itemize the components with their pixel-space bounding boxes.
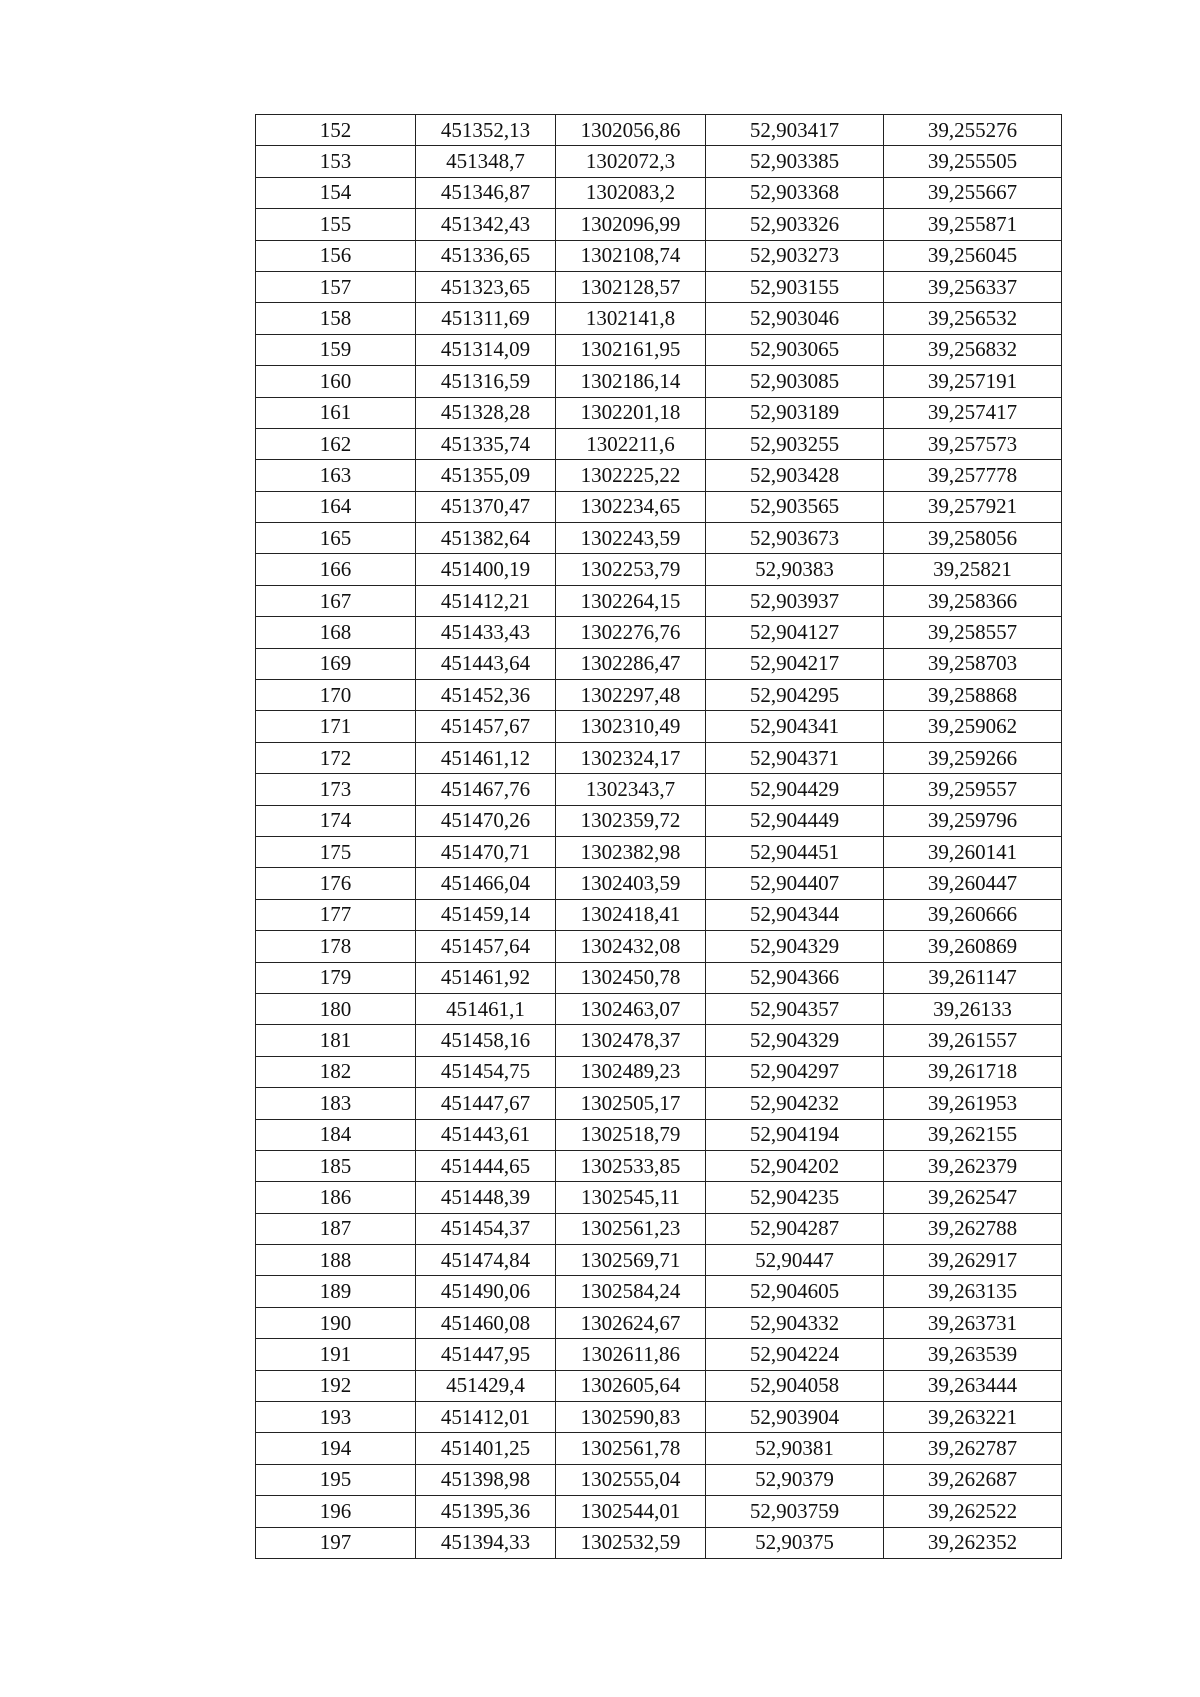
point-number-cell: 162 (256, 428, 416, 459)
table-row (256, 1182, 1062, 1213)
longitude-cell: 39,262155 (884, 1119, 1062, 1150)
latitude-cell: 52,904344 (706, 899, 884, 930)
point-number-cell: 190 (256, 1307, 416, 1338)
y-coordinate-cell: 1302561,23 (556, 1213, 706, 1244)
y-coordinate-cell: 1302324,17 (556, 742, 706, 773)
longitude-cell: 39,262547 (884, 1182, 1062, 1213)
table-row (256, 962, 1062, 993)
table-row (256, 1527, 1062, 1558)
y-coordinate-cell: 1302478,37 (556, 1025, 706, 1056)
table-row (256, 1496, 1062, 1527)
point-number-cell: 188 (256, 1245, 416, 1276)
longitude-cell: 39,25821 (884, 554, 1062, 585)
y-coordinate-cell: 1302234,65 (556, 491, 706, 522)
table-row (256, 836, 1062, 867)
table-row (256, 1307, 1062, 1338)
table-row (256, 428, 1062, 459)
point-number-cell: 183 (256, 1088, 416, 1119)
table-row (256, 931, 1062, 962)
point-number-cell: 157 (256, 271, 416, 302)
table-row (256, 805, 1062, 836)
y-coordinate-cell: 1302128,57 (556, 271, 706, 302)
longitude-cell: 39,261718 (884, 1056, 1062, 1087)
point-number-cell: 192 (256, 1370, 416, 1401)
latitude-cell: 52,903065 (706, 334, 884, 365)
latitude-cell: 52,90375 (706, 1527, 884, 1558)
table-row (256, 742, 1062, 773)
point-number-cell: 175 (256, 836, 416, 867)
x-coordinate-cell: 451443,61 (416, 1119, 556, 1150)
latitude-cell: 52,903255 (706, 428, 884, 459)
x-coordinate-cell: 451458,16 (416, 1025, 556, 1056)
latitude-cell: 52,904202 (706, 1150, 884, 1181)
longitude-cell: 39,257778 (884, 460, 1062, 491)
latitude-cell: 52,903759 (706, 1496, 884, 1527)
point-number-cell: 154 (256, 177, 416, 208)
table-row (256, 1276, 1062, 1307)
longitude-cell: 39,257191 (884, 366, 1062, 397)
longitude-cell: 39,262787 (884, 1433, 1062, 1464)
y-coordinate-cell: 1302505,17 (556, 1088, 706, 1119)
latitude-cell: 52,90379 (706, 1464, 884, 1495)
x-coordinate-cell: 451444,65 (416, 1150, 556, 1181)
table-row (256, 366, 1062, 397)
longitude-cell: 39,262788 (884, 1213, 1062, 1244)
y-coordinate-cell: 1302186,14 (556, 366, 706, 397)
x-coordinate-cell: 451394,33 (416, 1527, 556, 1558)
latitude-cell: 52,904407 (706, 868, 884, 899)
table-row (256, 585, 1062, 616)
point-number-cell: 182 (256, 1056, 416, 1087)
table-row (256, 1245, 1062, 1276)
x-coordinate-cell: 451352,13 (416, 115, 556, 146)
point-number-cell: 186 (256, 1182, 416, 1213)
table-row (256, 240, 1062, 271)
longitude-cell: 39,260666 (884, 899, 1062, 930)
longitude-cell: 39,263444 (884, 1370, 1062, 1401)
table-row (256, 1433, 1062, 1464)
latitude-cell: 52,903428 (706, 460, 884, 491)
latitude-cell: 52,90383 (706, 554, 884, 585)
point-number-cell: 163 (256, 460, 416, 491)
y-coordinate-cell: 1302286,47 (556, 648, 706, 679)
point-number-cell: 174 (256, 805, 416, 836)
x-coordinate-cell: 451328,28 (416, 397, 556, 428)
y-coordinate-cell: 1302264,15 (556, 585, 706, 616)
latitude-cell: 52,904371 (706, 742, 884, 773)
point-number-cell: 172 (256, 742, 416, 773)
longitude-cell: 39,263135 (884, 1276, 1062, 1307)
y-coordinate-cell: 1302450,78 (556, 962, 706, 993)
y-coordinate-cell: 1302310,49 (556, 711, 706, 742)
table-row (256, 1464, 1062, 1495)
point-number-cell: 170 (256, 680, 416, 711)
y-coordinate-cell: 1302276,76 (556, 617, 706, 648)
longitude-cell: 39,263731 (884, 1307, 1062, 1338)
latitude-cell: 52,903046 (706, 303, 884, 334)
x-coordinate-cell: 451412,01 (416, 1402, 556, 1433)
x-coordinate-cell: 451448,39 (416, 1182, 556, 1213)
latitude-cell: 52,903417 (706, 115, 884, 146)
latitude-cell: 52,904341 (706, 711, 884, 742)
longitude-cell: 39,258366 (884, 585, 1062, 616)
table-row (256, 680, 1062, 711)
x-coordinate-cell: 451355,09 (416, 460, 556, 491)
y-coordinate-cell: 1302533,85 (556, 1150, 706, 1181)
longitude-cell: 39,258703 (884, 648, 1062, 679)
latitude-cell: 52,904287 (706, 1213, 884, 1244)
longitude-cell: 39,260141 (884, 836, 1062, 867)
y-coordinate-cell: 1302225,22 (556, 460, 706, 491)
x-coordinate-cell: 451454,37 (416, 1213, 556, 1244)
longitude-cell: 39,262687 (884, 1464, 1062, 1495)
longitude-cell: 39,26133 (884, 993, 1062, 1024)
table-row (256, 334, 1062, 365)
y-coordinate-cell: 1302544,01 (556, 1496, 706, 1527)
latitude-cell: 52,903368 (706, 177, 884, 208)
y-coordinate-cell: 1302532,59 (556, 1527, 706, 1558)
y-coordinate-cell: 1302418,41 (556, 899, 706, 930)
table-row (256, 1025, 1062, 1056)
x-coordinate-cell: 451398,98 (416, 1464, 556, 1495)
x-coordinate-cell: 451470,26 (416, 805, 556, 836)
longitude-cell: 39,255871 (884, 209, 1062, 240)
x-coordinate-cell: 451323,65 (416, 271, 556, 302)
y-coordinate-cell: 1302590,83 (556, 1402, 706, 1433)
latitude-cell: 52,904232 (706, 1088, 884, 1119)
point-number-cell: 171 (256, 711, 416, 742)
y-coordinate-cell: 1302463,07 (556, 993, 706, 1024)
coordinates-table (255, 114, 1062, 1559)
longitude-cell: 39,261147 (884, 962, 1062, 993)
x-coordinate-cell: 451457,64 (416, 931, 556, 962)
y-coordinate-cell: 1302584,24 (556, 1276, 706, 1307)
latitude-cell: 52,903673 (706, 523, 884, 554)
longitude-cell: 39,261557 (884, 1025, 1062, 1056)
x-coordinate-cell: 451466,04 (416, 868, 556, 899)
y-coordinate-cell: 1302359,72 (556, 805, 706, 836)
point-number-cell: 169 (256, 648, 416, 679)
point-number-cell: 178 (256, 931, 416, 962)
longitude-cell: 39,258056 (884, 523, 1062, 554)
latitude-cell: 52,904429 (706, 774, 884, 805)
y-coordinate-cell: 1302083,2 (556, 177, 706, 208)
x-coordinate-cell: 451311,69 (416, 303, 556, 334)
y-coordinate-cell: 1302201,18 (556, 397, 706, 428)
table-row (256, 1402, 1062, 1433)
point-number-cell: 197 (256, 1527, 416, 1558)
table-row (256, 209, 1062, 240)
x-coordinate-cell: 451336,65 (416, 240, 556, 271)
y-coordinate-cell: 1302211,6 (556, 428, 706, 459)
y-coordinate-cell: 1302489,23 (556, 1056, 706, 1087)
y-coordinate-cell: 1302518,79 (556, 1119, 706, 1150)
latitude-cell: 52,904058 (706, 1370, 884, 1401)
point-number-cell: 184 (256, 1119, 416, 1150)
y-coordinate-cell: 1302343,7 (556, 774, 706, 805)
x-coordinate-cell: 451459,14 (416, 899, 556, 930)
point-number-cell: 158 (256, 303, 416, 334)
point-number-cell: 181 (256, 1025, 416, 1056)
table-row (256, 1213, 1062, 1244)
y-coordinate-cell: 1302403,59 (556, 868, 706, 899)
latitude-cell: 52,904332 (706, 1307, 884, 1338)
point-number-cell: 193 (256, 1402, 416, 1433)
y-coordinate-cell: 1302561,78 (556, 1433, 706, 1464)
table-row (256, 1056, 1062, 1087)
y-coordinate-cell: 1302569,71 (556, 1245, 706, 1276)
point-number-cell: 194 (256, 1433, 416, 1464)
y-coordinate-cell: 1302432,08 (556, 931, 706, 962)
table-row (256, 1088, 1062, 1119)
longitude-cell: 39,255505 (884, 146, 1062, 177)
x-coordinate-cell: 451348,7 (416, 146, 556, 177)
x-coordinate-cell: 451429,4 (416, 1370, 556, 1401)
longitude-cell: 39,257921 (884, 491, 1062, 522)
latitude-cell: 52,903085 (706, 366, 884, 397)
point-number-cell: 159 (256, 334, 416, 365)
point-number-cell: 185 (256, 1150, 416, 1181)
point-number-cell: 180 (256, 993, 416, 1024)
table-row (256, 617, 1062, 648)
y-coordinate-cell: 1302297,48 (556, 680, 706, 711)
longitude-cell: 39,261953 (884, 1088, 1062, 1119)
longitude-cell: 39,263221 (884, 1402, 1062, 1433)
table-row (256, 303, 1062, 334)
latitude-cell: 52,903937 (706, 585, 884, 616)
point-number-cell: 165 (256, 523, 416, 554)
x-coordinate-cell: 451382,64 (416, 523, 556, 554)
latitude-cell: 52,903189 (706, 397, 884, 428)
latitude-cell: 52,903904 (706, 1402, 884, 1433)
x-coordinate-cell: 451474,84 (416, 1245, 556, 1276)
longitude-cell: 39,258868 (884, 680, 1062, 711)
x-coordinate-cell: 451460,08 (416, 1307, 556, 1338)
y-coordinate-cell: 1302382,98 (556, 836, 706, 867)
latitude-cell: 52,904224 (706, 1339, 884, 1370)
longitude-cell: 39,259557 (884, 774, 1062, 805)
latitude-cell: 52,904605 (706, 1276, 884, 1307)
table-row (256, 177, 1062, 208)
x-coordinate-cell: 451454,75 (416, 1056, 556, 1087)
table-row (256, 1150, 1062, 1181)
x-coordinate-cell: 451412,21 (416, 585, 556, 616)
x-coordinate-cell: 451316,59 (416, 366, 556, 397)
point-number-cell: 161 (256, 397, 416, 428)
x-coordinate-cell: 451395,36 (416, 1496, 556, 1527)
x-coordinate-cell: 451467,76 (416, 774, 556, 805)
y-coordinate-cell: 1302611,86 (556, 1339, 706, 1370)
table-row (256, 868, 1062, 899)
table-row (256, 1339, 1062, 1370)
longitude-cell: 39,259062 (884, 711, 1062, 742)
x-coordinate-cell: 451443,64 (416, 648, 556, 679)
longitude-cell: 39,262352 (884, 1527, 1062, 1558)
point-number-cell: 189 (256, 1276, 416, 1307)
latitude-cell: 52,904451 (706, 836, 884, 867)
longitude-cell: 39,255276 (884, 115, 1062, 146)
latitude-cell: 52,904295 (706, 680, 884, 711)
latitude-cell: 52,904235 (706, 1182, 884, 1213)
longitude-cell: 39,262917 (884, 1245, 1062, 1276)
longitude-cell: 39,262522 (884, 1496, 1062, 1527)
x-coordinate-cell: 451452,36 (416, 680, 556, 711)
table-row (256, 711, 1062, 742)
point-number-cell: 196 (256, 1496, 416, 1527)
latitude-cell: 52,90447 (706, 1245, 884, 1276)
point-number-cell: 191 (256, 1339, 416, 1370)
point-number-cell: 168 (256, 617, 416, 648)
latitude-cell: 52,903155 (706, 271, 884, 302)
point-number-cell: 187 (256, 1213, 416, 1244)
point-number-cell: 164 (256, 491, 416, 522)
table-row (256, 146, 1062, 177)
latitude-cell: 52,904366 (706, 962, 884, 993)
table-row (256, 491, 1062, 522)
longitude-cell: 39,256532 (884, 303, 1062, 334)
latitude-cell: 52,90381 (706, 1433, 884, 1464)
table-row (256, 554, 1062, 585)
latitude-cell: 52,904127 (706, 617, 884, 648)
latitude-cell: 52,904357 (706, 993, 884, 1024)
y-coordinate-cell: 1302545,11 (556, 1182, 706, 1213)
latitude-cell: 52,904217 (706, 648, 884, 679)
x-coordinate-cell: 451400,19 (416, 554, 556, 585)
table-row (256, 774, 1062, 805)
y-coordinate-cell: 1302161,95 (556, 334, 706, 365)
coordinates-table-body (256, 115, 1062, 1559)
point-number-cell: 179 (256, 962, 416, 993)
latitude-cell: 52,904194 (706, 1119, 884, 1150)
longitude-cell: 39,256337 (884, 271, 1062, 302)
point-number-cell: 156 (256, 240, 416, 271)
latitude-cell: 52,904329 (706, 931, 884, 962)
table-row (256, 460, 1062, 491)
table-row (256, 993, 1062, 1024)
point-number-cell: 176 (256, 868, 416, 899)
x-coordinate-cell: 451346,87 (416, 177, 556, 208)
latitude-cell: 52,903565 (706, 491, 884, 522)
x-coordinate-cell: 451490,06 (416, 1276, 556, 1307)
point-number-cell: 166 (256, 554, 416, 585)
y-coordinate-cell: 1302253,79 (556, 554, 706, 585)
point-number-cell: 177 (256, 899, 416, 930)
x-coordinate-cell: 451335,74 (416, 428, 556, 459)
x-coordinate-cell: 451447,95 (416, 1339, 556, 1370)
point-number-cell: 153 (256, 146, 416, 177)
table-row (256, 1370, 1062, 1401)
table-row (256, 899, 1062, 930)
table-row (256, 397, 1062, 428)
table-row (256, 523, 1062, 554)
point-number-cell: 195 (256, 1464, 416, 1495)
x-coordinate-cell: 451433,43 (416, 617, 556, 648)
point-number-cell: 152 (256, 115, 416, 146)
x-coordinate-cell: 451342,43 (416, 209, 556, 240)
y-coordinate-cell: 1302072,3 (556, 146, 706, 177)
y-coordinate-cell: 1302624,67 (556, 1307, 706, 1338)
latitude-cell: 52,903273 (706, 240, 884, 271)
x-coordinate-cell: 451447,67 (416, 1088, 556, 1119)
point-number-cell: 160 (256, 366, 416, 397)
longitude-cell: 39,257417 (884, 397, 1062, 428)
y-coordinate-cell: 1302243,59 (556, 523, 706, 554)
x-coordinate-cell: 451461,1 (416, 993, 556, 1024)
y-coordinate-cell: 1302605,64 (556, 1370, 706, 1401)
latitude-cell: 52,904449 (706, 805, 884, 836)
longitude-cell: 39,259266 (884, 742, 1062, 773)
y-coordinate-cell: 1302108,74 (556, 240, 706, 271)
latitude-cell: 52,903385 (706, 146, 884, 177)
x-coordinate-cell: 451461,12 (416, 742, 556, 773)
longitude-cell: 39,257573 (884, 428, 1062, 459)
latitude-cell: 52,904297 (706, 1056, 884, 1087)
table-row (256, 648, 1062, 679)
longitude-cell: 39,258557 (884, 617, 1062, 648)
table-row (256, 1119, 1062, 1150)
point-number-cell: 155 (256, 209, 416, 240)
latitude-cell: 52,903326 (706, 209, 884, 240)
x-coordinate-cell: 451401,25 (416, 1433, 556, 1464)
point-number-cell: 167 (256, 585, 416, 616)
longitude-cell: 39,256832 (884, 334, 1062, 365)
x-coordinate-cell: 451457,67 (416, 711, 556, 742)
x-coordinate-cell: 451314,09 (416, 334, 556, 365)
longitude-cell: 39,256045 (884, 240, 1062, 271)
table-row (256, 271, 1062, 302)
y-coordinate-cell: 1302141,8 (556, 303, 706, 334)
longitude-cell: 39,255667 (884, 177, 1062, 208)
longitude-cell: 39,259796 (884, 805, 1062, 836)
x-coordinate-cell: 451470,71 (416, 836, 556, 867)
x-coordinate-cell: 451461,92 (416, 962, 556, 993)
longitude-cell: 39,263539 (884, 1339, 1062, 1370)
y-coordinate-cell: 1302555,04 (556, 1464, 706, 1495)
y-coordinate-cell: 1302096,99 (556, 209, 706, 240)
longitude-cell: 39,262379 (884, 1150, 1062, 1181)
longitude-cell: 39,260869 (884, 931, 1062, 962)
table-row (256, 115, 1062, 146)
point-number-cell: 173 (256, 774, 416, 805)
longitude-cell: 39,260447 (884, 868, 1062, 899)
y-coordinate-cell: 1302056,86 (556, 115, 706, 146)
x-coordinate-cell: 451370,47 (416, 491, 556, 522)
latitude-cell: 52,904329 (706, 1025, 884, 1056)
